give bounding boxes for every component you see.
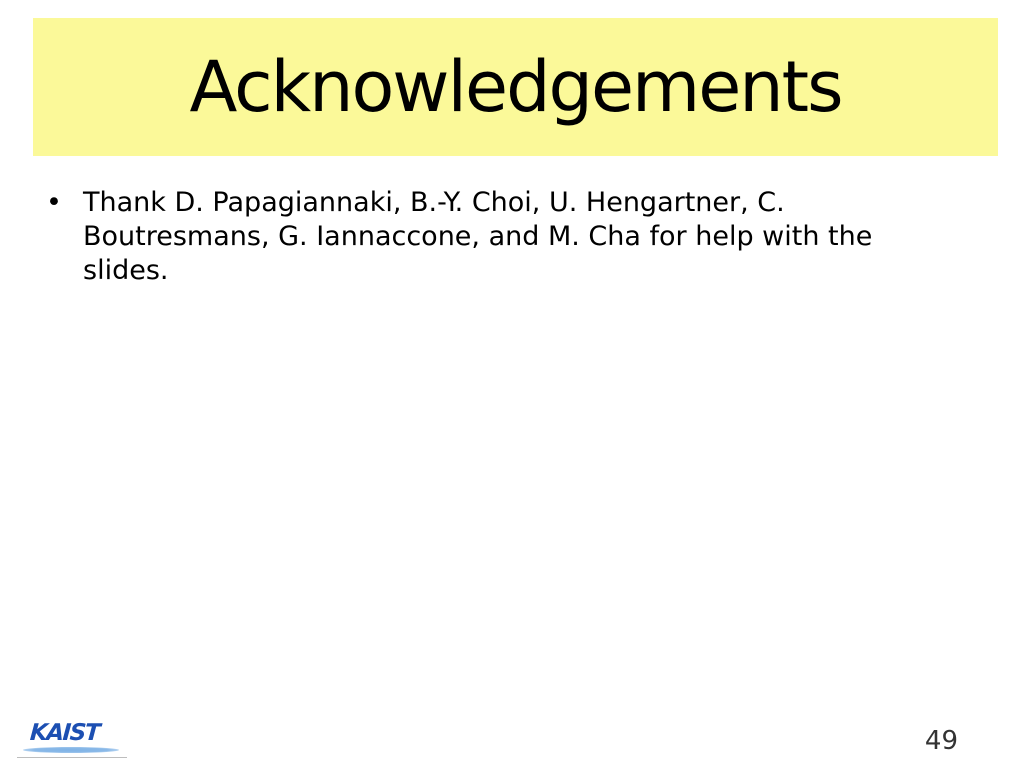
bullet-list [46, 186, 936, 288]
logo-underline [17, 757, 127, 758]
bullet-icon: • [46, 187, 62, 218]
slide-title: Acknowledgements [189, 46, 842, 128]
logo-swoosh-icon [23, 747, 119, 753]
kaist-logo [17, 718, 137, 763]
title-banner [33, 18, 998, 156]
kaist-logo-text: KAIST [29, 720, 100, 746]
bullet-text: Thank D. Papagiannaki, B.-Y. Choi, U. Hengartner, C. Boutresmans, G. Iannaccone, and M. Cha for help with the slides. [83, 187, 873, 286]
list-item [46, 186, 936, 288]
page-number: 49 [924, 726, 958, 756]
